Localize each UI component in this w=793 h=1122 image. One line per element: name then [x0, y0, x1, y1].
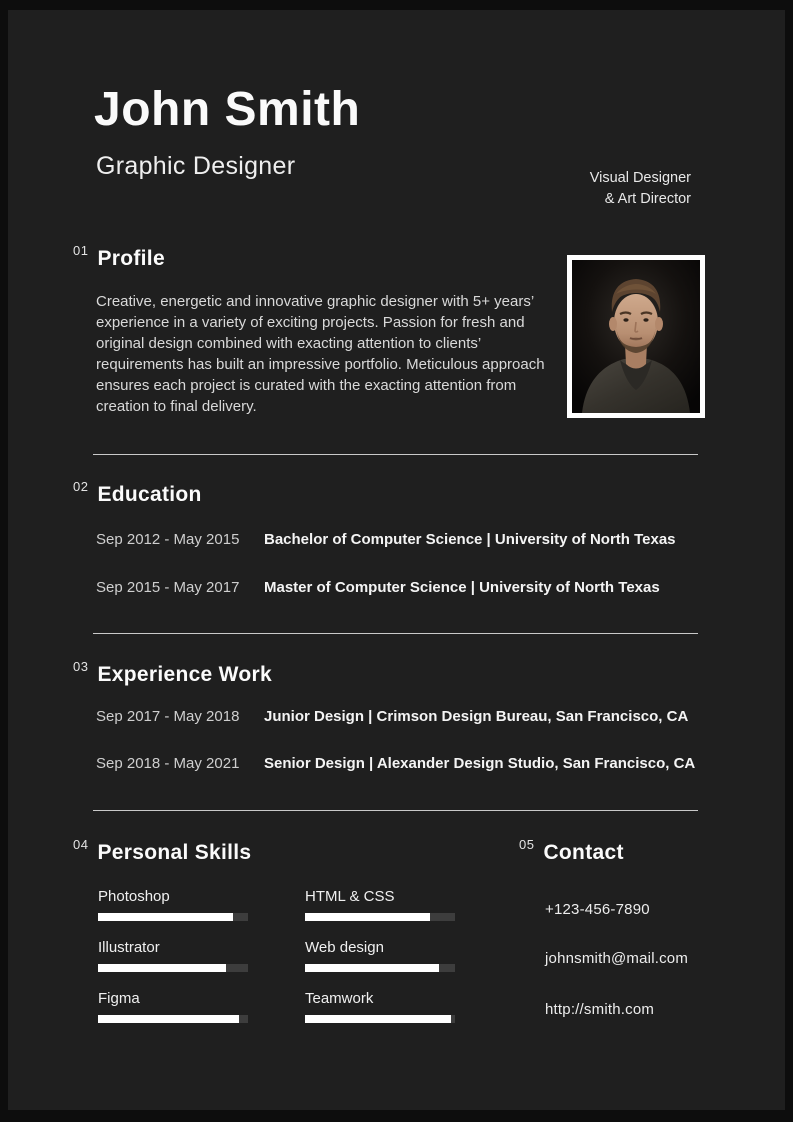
section-title: Profile [97, 247, 165, 270]
skill-bar-track [305, 1015, 455, 1023]
skill-bar-fill [98, 964, 226, 972]
experience-description: Junior Design | Crimson Design Bureau, San Francisco, CA [264, 708, 689, 725]
education-description: Master of Computer Science | University of North Texas [264, 579, 660, 596]
section-title: Education [97, 483, 202, 506]
person-job-title: Graphic Designer [96, 152, 296, 180]
tagline-line-1: Visual Designer [589, 170, 691, 186]
section-number: 05 [519, 837, 535, 852]
skill-label: Illustrator [98, 939, 160, 956]
education-description: Bachelor of Computer Science | University of North Texas [264, 531, 676, 548]
skill-item [305, 990, 455, 1023]
skill-bar-track [305, 964, 455, 972]
skill-item [305, 888, 455, 921]
contact-email: johnsmith@mail.com [545, 950, 689, 967]
section-divider [93, 633, 698, 634]
section-number: 01 [73, 243, 89, 258]
education-row [96, 579, 660, 596]
skill-bar-track [98, 913, 248, 921]
section-number: 04 [73, 837, 89, 852]
profile-summary-text: Creative, energetic and innovative graphic designer with 5+ years’ experience in a variety of exciting projects. Passion for fresh and original design combined with exacting attention to clients’ requirements has built an impressive portfolio. Meticulous approach ensures each project is curated with the exacting attention from creation to final delivery. [96, 293, 545, 415]
skill-label: Teamwork [305, 990, 374, 1007]
section-title: Contact [543, 841, 624, 864]
skill-bar-track [305, 913, 455, 921]
skill-bar-track [98, 964, 248, 972]
skill-bar-fill [98, 913, 233, 921]
contact-website: http://smith.com [545, 1001, 655, 1018]
skill-bar-fill [305, 913, 430, 921]
section-education-heading [73, 480, 202, 504]
skill-label: Photoshop [98, 888, 170, 905]
skill-bar-fill [305, 1015, 451, 1023]
skill-label: Web design [305, 939, 384, 956]
section-skills-heading [73, 838, 251, 862]
skill-item [305, 939, 455, 972]
skill-item [98, 939, 248, 972]
experience-row [96, 708, 688, 725]
experience-period: Sep 2017 - May 2018 [96, 708, 240, 725]
experience-description: Senior Design | Alexander Design Studio, San Francisco, CA [264, 755, 696, 772]
experience-period: Sep 2018 - May 2021 [96, 755, 240, 772]
section-title: Personal Skills [97, 841, 252, 864]
portrait-photo [572, 260, 700, 413]
profile-photo-frame [567, 255, 705, 418]
education-period: Sep 2012 - May 2015 [96, 531, 240, 548]
skill-bar-fill [305, 964, 439, 972]
section-experience-heading [73, 660, 272, 684]
skill-label: HTML & CSS [305, 888, 395, 905]
experience-row [96, 755, 695, 772]
contact-phone: +123-456-7890 [545, 901, 650, 918]
skill-bar-track [98, 1015, 248, 1023]
person-name: John Smith [94, 83, 361, 136]
skill-item [98, 888, 248, 921]
header-tagline [590, 168, 691, 210]
tagline-line-2: & Art Director [604, 191, 691, 207]
skill-item [98, 990, 248, 1023]
section-title: Experience Work [97, 663, 272, 686]
skill-label: Figma [98, 990, 140, 1007]
skill-bar-fill [98, 1015, 239, 1023]
section-number: 02 [73, 479, 89, 494]
section-contact-heading [519, 838, 624, 862]
education-row [96, 531, 676, 548]
section-divider [93, 454, 698, 455]
section-profile-heading [73, 244, 165, 268]
section-divider [93, 810, 698, 811]
section-number: 03 [73, 659, 89, 674]
education-period: Sep 2015 - May 2017 [96, 579, 240, 596]
